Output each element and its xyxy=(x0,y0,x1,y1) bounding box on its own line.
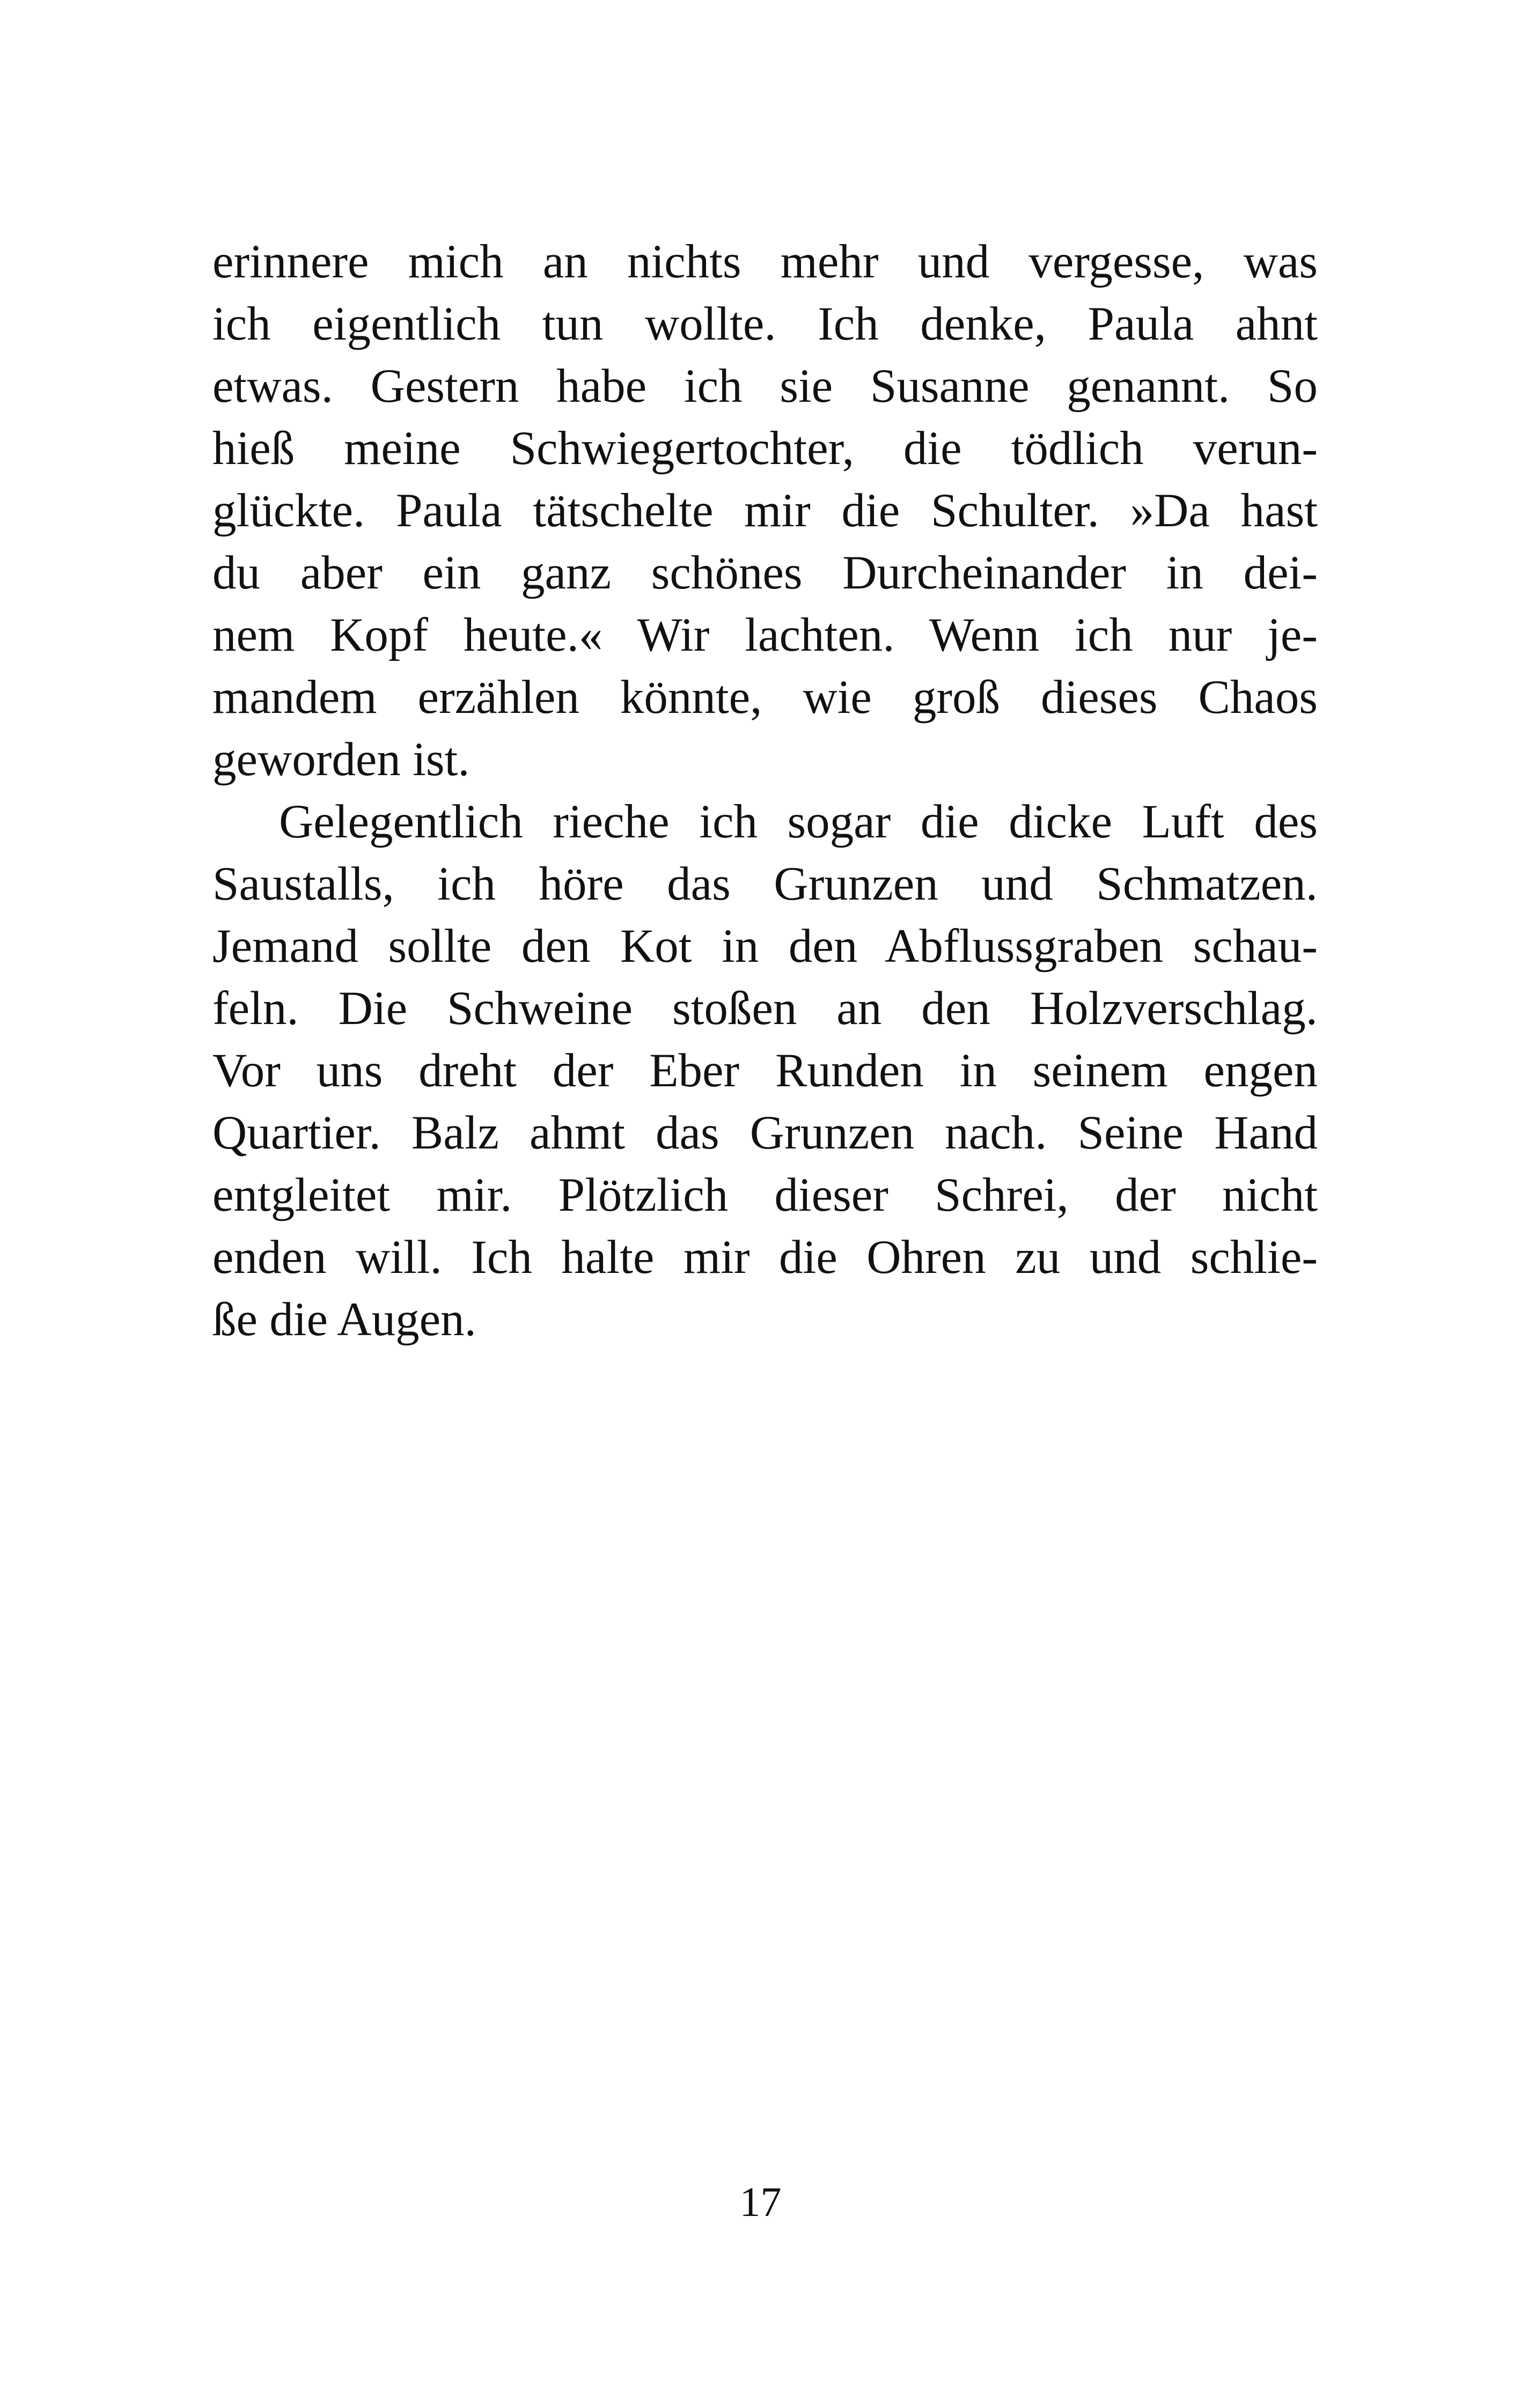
text-line: Jemand sollte den Kot in den Abflussgraben schau- xyxy=(212,920,1318,973)
text-line: erinnere mich an nichts mehr und vergesse, was xyxy=(212,235,1318,288)
text-line: hieß meine Schwiegertochter, die tödlich verun- xyxy=(212,422,1318,475)
body-text xyxy=(212,231,1318,1351)
text-line: Vor uns dreht der Eber Runden in seinem engen xyxy=(212,1044,1318,1097)
text-line: ße die Augen. xyxy=(212,1293,476,1346)
text-line: entgleitet mir. Plötzlich dieser Schrei, der nicht xyxy=(212,1169,1318,1221)
text-line: feln. Die Schweine stoßen an den Holzverschlag. xyxy=(212,982,1318,1035)
text-line: mandem erzählen könnte, wie groß dieses Chaos xyxy=(212,671,1318,724)
page-number: 17 xyxy=(739,2178,782,2225)
text-line: geworden ist. xyxy=(212,733,470,786)
text-line: enden will. Ich halte mir die Ohren zu und schlie- xyxy=(212,1231,1318,1284)
text-line: ich eigentlich tun wollte. Ich denke, Paula ahnt xyxy=(212,298,1318,350)
text-line: etwas. Gestern habe ich sie Susanne genannt. So xyxy=(212,360,1318,413)
text-line: Saustalls, ich höre das Grunzen und Schmatzen. xyxy=(212,858,1318,910)
text-line: du aber ein ganz schönes Durcheinander in dei- xyxy=(212,547,1318,599)
text-line: Gelegentlich rieche ich sogar die dicke Luft des xyxy=(279,796,1318,848)
text-line: nem Kopf heute.« Wir lachten. Wenn ich nur je- xyxy=(212,609,1318,661)
text-line: glückte. Paula tätschelte mir die Schulter. »Da hast xyxy=(212,484,1318,537)
text-line: Quartier. Balz ahmt das Grunzen nach. Seine Hand xyxy=(212,1107,1318,1159)
